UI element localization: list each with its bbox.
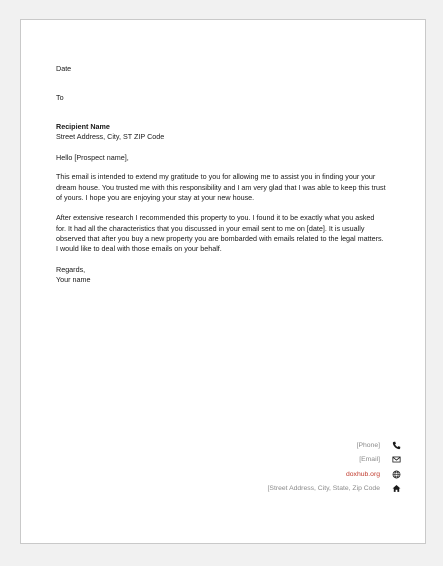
date-label[interactable]: Date xyxy=(56,64,72,73)
recipient-address[interactable]: Street Address, City, ST ZIP Code xyxy=(56,131,165,141)
envelope-icon xyxy=(392,455,401,464)
closing[interactable]: Regards, xyxy=(56,264,86,274)
letter-body xyxy=(56,64,386,285)
recipient-name[interactable]: Recipient Name xyxy=(56,121,110,131)
contact-address-row xyxy=(201,482,401,497)
website-link[interactable]: doxhub.org xyxy=(345,470,380,478)
email-text[interactable]: [Email] xyxy=(359,456,380,464)
contact-website-row xyxy=(201,467,401,482)
to-label[interactable]: To xyxy=(56,93,64,103)
contact-email-row xyxy=(201,453,401,468)
home-icon xyxy=(392,484,401,493)
phone-icon xyxy=(392,441,401,450)
contact-block xyxy=(201,438,401,496)
recipient-block xyxy=(56,122,386,143)
address-text[interactable]: [Street Address, City, State, Zip Code xyxy=(267,485,380,493)
paragraph-2[interactable]: After extensive research I recommended this property to you. I found it to be exactly what you asked for. It had all the characteristics that you discussed in your email sent to me on [date]. It is usually observed that after you buy a new property you are bombarded with emails related to the legal matters. I would like to deal with those emails on your behalf. xyxy=(56,213,384,254)
contact-phone-row xyxy=(201,438,401,453)
globe-icon xyxy=(392,470,401,479)
greeting[interactable]: Hello [Prospect name], xyxy=(56,153,129,163)
signature[interactable]: Your name xyxy=(56,274,91,284)
paragraph-1[interactable]: This email is intended to extend my gratitude to you for allowing me to assist you in finding your your dream house. You trusted me with this responsibility and I am very glad that I was able to keep this trust of yours. I hope you are enjoying your stay at your new house. xyxy=(56,172,386,203)
phone-text[interactable]: [Phone] xyxy=(356,441,380,449)
